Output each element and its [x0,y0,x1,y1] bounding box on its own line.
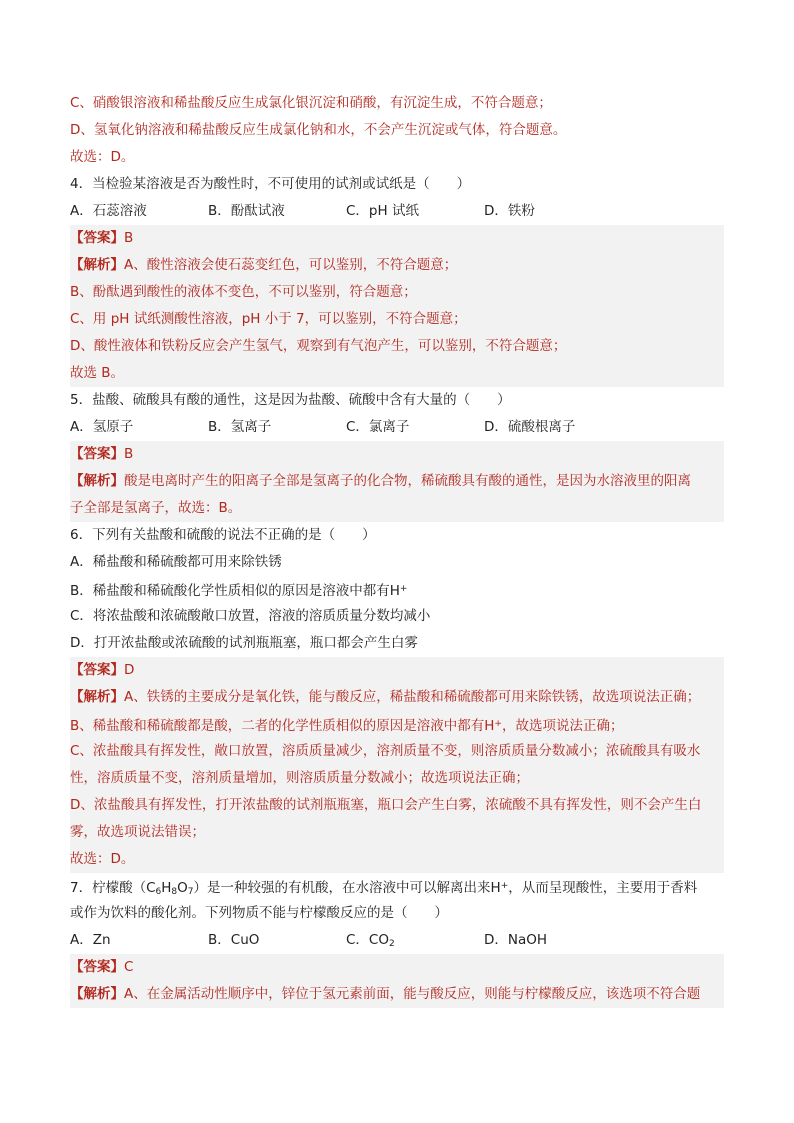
q6-analysis-d2: 雾，故选项说法错误； [70,824,205,840]
q6-stem: 6．下列有关盐酸和硫酸的说法不正确的是（ ） [70,527,376,543]
q6-option-d: D．打开浓盐酸或浓硫酸的试剂瓶瓶塞，瓶口都会产生白雾 [70,635,418,651]
answer-tag: 【答案】 [70,446,124,462]
q5-option-d: D．硫酸根离子 [484,419,576,435]
citric-acid-formula: $C_6H_8O_7$ [146,880,194,897]
prev-conclusion: 故选：D。 [70,149,135,165]
answer-tag: 【答案】 [70,662,124,678]
hydrogen-ion: H+ [484,718,502,734]
q5-answer [70,441,724,468]
q4-stem: 4．当检验某溶液是否为酸性时，不可使用的试剂或试纸是（ ） [70,176,471,192]
q5-option-c: C．氯离子 [346,419,410,435]
q4-option-d: D．铁粉 [484,203,535,219]
answer-value: B [124,230,134,246]
q6-analysis-c2: 性，溶质质量不变，溶剂质量增加，则溶质质量分数减小；故选项说法正确； [70,770,529,786]
q4-analysis-d: D、酸性液体和铁粉反应会产生氢气，观察到有气泡产生，可以鉴别，不符合题意； [70,338,567,354]
q6-conclusion: 故选：D。 [70,851,135,867]
answer-value: B [124,446,134,462]
q6-answer-block [70,657,724,873]
prev-analysis-c: C、硝酸银溶液和稀盐酸反应生成氯化银沉淀和硝酸，有沉淀生成，不符合题意； [70,95,552,111]
answer-tag: 【答案】 [70,959,124,975]
q4-option-c: C．pH 试纸 [346,203,419,219]
q6-answer [70,657,724,684]
q4-analysis-a: 【解析】A、酸性溶液会使石蕊变红色，可以鉴别，不符合题意； [70,257,458,273]
q6-option-c: C．将浓盐酸和浓硫酸敞口放置，溶液的溶质质量分数均减小 [70,608,431,624]
q7-stem: 7．柠檬酸$(C_6H_8O_7)$是一种较强的有机酸，在水溶液中可以解离出来H+，从而呈现酸性，主要用于香料 [70,880,698,897]
q4-options [70,198,724,225]
q5-analysis-1: 【解析】酸是电离时产生的阳离子全部是氢离子的化合物，稀硫酸具有酸的通性，是因为水溶液里的阳离 [70,473,691,489]
hydrogen-ion: H+ [490,880,509,896]
answer-value: C [124,959,134,975]
analysis-tag: 【解析】 [70,986,124,1002]
q6-option-b: B．稀盐酸和稀硫酸化学性质相似的原因是溶液中都有H+ [70,583,408,599]
q6-analysis-c1: C、浓盐酸具有挥发性，敞口放置，溶质质量减少，溶剂质量不变，则溶质质量分数减小；浓硫酸具有吸水 [70,743,701,759]
q6-analysis-b: B、稀盐酸和稀硫酸都是酸，二者的化学性质相似的原因是溶液中都有H+，故选项说法正确； [70,718,624,734]
q7-option-b: B．CuO [208,932,260,948]
q6-analysis-a: 【解析】A、铁锈的主要成分是氧化铁，能与酸反应，稀盐酸和稀硫酸都可用来除铁锈，故选项说法正确； [70,689,701,705]
q4-answer-block [70,225,724,387]
q7-option-d: D．NaOH [484,932,548,948]
q7-answer [70,954,724,981]
q5-option-a: A．氢原子 [70,419,134,435]
q4-analysis-c: C、用 pH 试纸测酸性溶液，pH 小于 7，可以鉴别，不符合题意； [70,311,467,327]
answer-tag: 【答案】 [70,230,124,246]
q5-stem: 5．盐酸、硫酸具有酸的通性，这是因为盐酸、硫酸中含有大量的（ ） [70,392,511,408]
q5-options [70,414,724,441]
analysis-tag: 【解析】 [70,473,124,489]
q4-option-a: A．石蕊溶液 [70,203,147,219]
q7-stem-line2: 或作为饮料的酸化剂。下列物质不能与柠檬酸反应的是（ ） [70,905,448,921]
answer-value: D [124,662,135,678]
q6-analysis-d1: D、浓盐酸具有挥发性，打开浓盐酸的试剂瓶瓶塞，瓶口会产生白雾，浓硫酸不具有挥发性，则不会产生白 [70,797,702,813]
analysis-tag: 【解析】 [70,689,124,705]
q4-analysis-b: B、酚酞遇到酸性的液体不变色，不可以鉴别，符合题意； [70,284,417,300]
q7-option-c: C．$CO_2$ [346,932,395,949]
q5-answer-block [70,441,724,522]
hydrogen-ion: H+ [389,583,408,599]
q4-conclusion: 故选 B。 [70,365,125,381]
prev-analysis-d: D、氢氧化钠溶液和稀盐酸反应生成氯化钠和水，不会产生沉淀或气体，符合题意。 [70,122,567,138]
q7-options [70,927,724,954]
document-page [70,90,724,1008]
q5-option-b: B．氢离子 [208,419,272,435]
q4-option-b: B．酚酞试液 [208,203,285,219]
q4-answer [70,225,724,252]
q5-analysis-2: 子全部是氢离子，故选：B。 [70,500,242,516]
analysis-tag: 【解析】 [70,257,124,273]
q7-answer-block [70,954,724,1008]
q6-option-a: A．稀盐酸和稀硫酸都可用来除铁锈 [70,554,282,570]
q7-analysis-a: 【解析】A、在金属活动性顺序中，锌位于氢元素前面，能与酸反应，则能与柠檬酸反应，该选项不符合题 [70,986,701,1002]
q7-option-a: A．Zn [70,932,111,948]
